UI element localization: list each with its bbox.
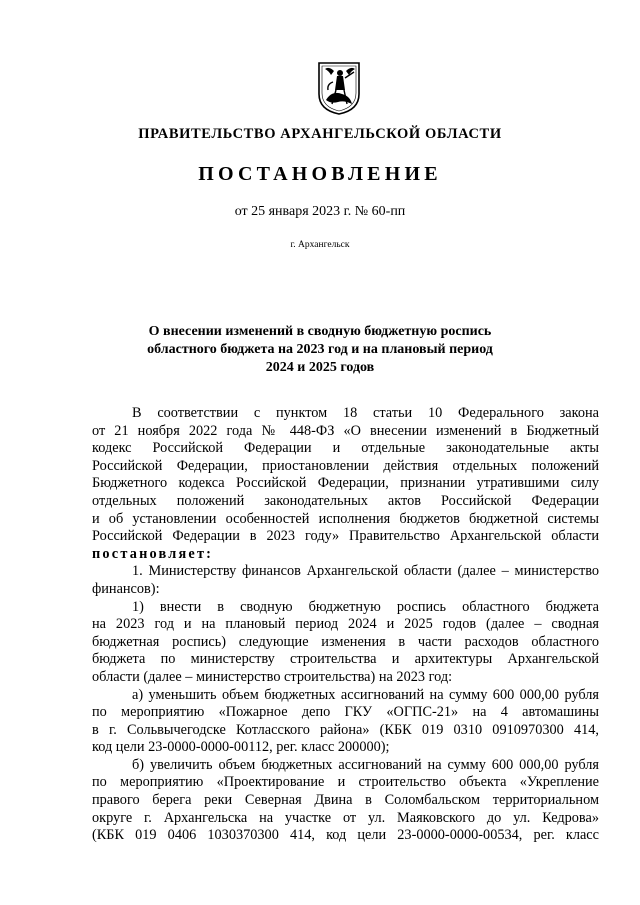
coat-of-arms-icon	[316, 60, 362, 116]
subparagraph-a-line: а) уменьшить объем бюджетных ассигнований на сумму 600 000,00 рубля	[132, 686, 599, 703]
subparagraph-b-line: (КБК 019 0406 1030370300 414, код цели 23-0000-0000-00534, рег. класс	[92, 827, 599, 844]
paragraph-1-1-line: области (далее – министерство строительства) на 2023 год:	[92, 668, 453, 685]
body-line: и об установлении особенностей исполнения бюджетов бюджетной системы	[92, 510, 599, 527]
title-line: областного бюджета на 2023 год и на плановый период	[147, 342, 493, 357]
subparagraph-b-line: правого берега реки Северная Двина в Соломбальском территориальном	[92, 792, 599, 809]
body-line: Российской Федерации в 2023 году» Правительство Архангельской области	[92, 528, 599, 545]
paragraph-1-1-line: бюджета по министерству строительства и архитектуры Архангельской	[92, 651, 599, 668]
subparagraph-a-line: код цели 23-0000-0000-00112, рег. класс 200000);	[92, 739, 390, 756]
decree-word: постановляет	[92, 545, 207, 562]
body-line: В соответствии с пунктом 18 статьи 10 Федерального закона	[132, 405, 599, 421]
document-title	[0, 323, 640, 377]
subparagraph-b-line: округе г. Архангельска на участке от ул. Маяковского до ул. Кедрова»	[92, 809, 599, 826]
document-date-number: от 25 января 2023 г. № 60-пп	[234, 204, 406, 219]
document-city: г. Архангельск	[290, 240, 350, 250]
paragraph-1-1-line: бюджетная роспись) следующие изменения в части расходов областного	[92, 633, 599, 650]
title-line: 2024 и 2025 годов	[265, 360, 375, 375]
government-name: ПРАВИТЕЛЬСТВО АРХАНГЕЛЬСКОЙ ОБЛАСТИ	[138, 126, 502, 142]
subparagraph-b-line: б) увеличить объем бюджетных ассигнований на сумму 600 000,00 рубля	[132, 756, 599, 773]
paragraph-1-1-line: на 2023 год и на плановый период 2024 и 2025 годов (далее – сводная	[92, 616, 599, 633]
title-line: О внесении изменений в сводную бюджетную роспись	[148, 324, 492, 339]
body-line: кодекс Российской Федерации и отдельные законодательные акты	[92, 440, 599, 457]
body-line: Бюджетного кодекса Российской Федерации, признании утратившими силу	[92, 475, 599, 492]
body-line: отдельных положений законодательных актов Российской Федерации	[92, 492, 599, 509]
paragraph-1-line: финансов):	[92, 580, 160, 597]
subparagraph-a-line: по мероприятию «Пожарное депо ГКУ «ОГПС-21» на 4 автомашины	[92, 704, 599, 721]
document-body	[92, 405, 599, 845]
subparagraph-b-line: по мероприятию «Проектирование и строительство объекта «Укрепление	[92, 774, 599, 791]
paragraph-1-1-line: 1) внести в сводную бюджетную роспись областного бюджета	[132, 598, 599, 615]
body-line: Российской Федерации, приостановлении действия отдельных положений	[92, 457, 599, 474]
decree-colon: :	[206, 545, 211, 562]
body-line: от 21 ноября 2022 года № 448-ФЗ «О внесении изменений в Бюджетный	[92, 422, 599, 439]
paragraph-1-line: 1. Министерству финансов Архангельской области (далее – министерство	[132, 563, 599, 580]
subparagraph-a-line: в г. Сольвычегодске Котласского района» (КБК 019 0310 0910970300 414,	[92, 721, 599, 738]
decree-word-line	[92, 546, 599, 564]
document-type: ПОСТАНОВЛЕНИЕ	[198, 163, 442, 185]
